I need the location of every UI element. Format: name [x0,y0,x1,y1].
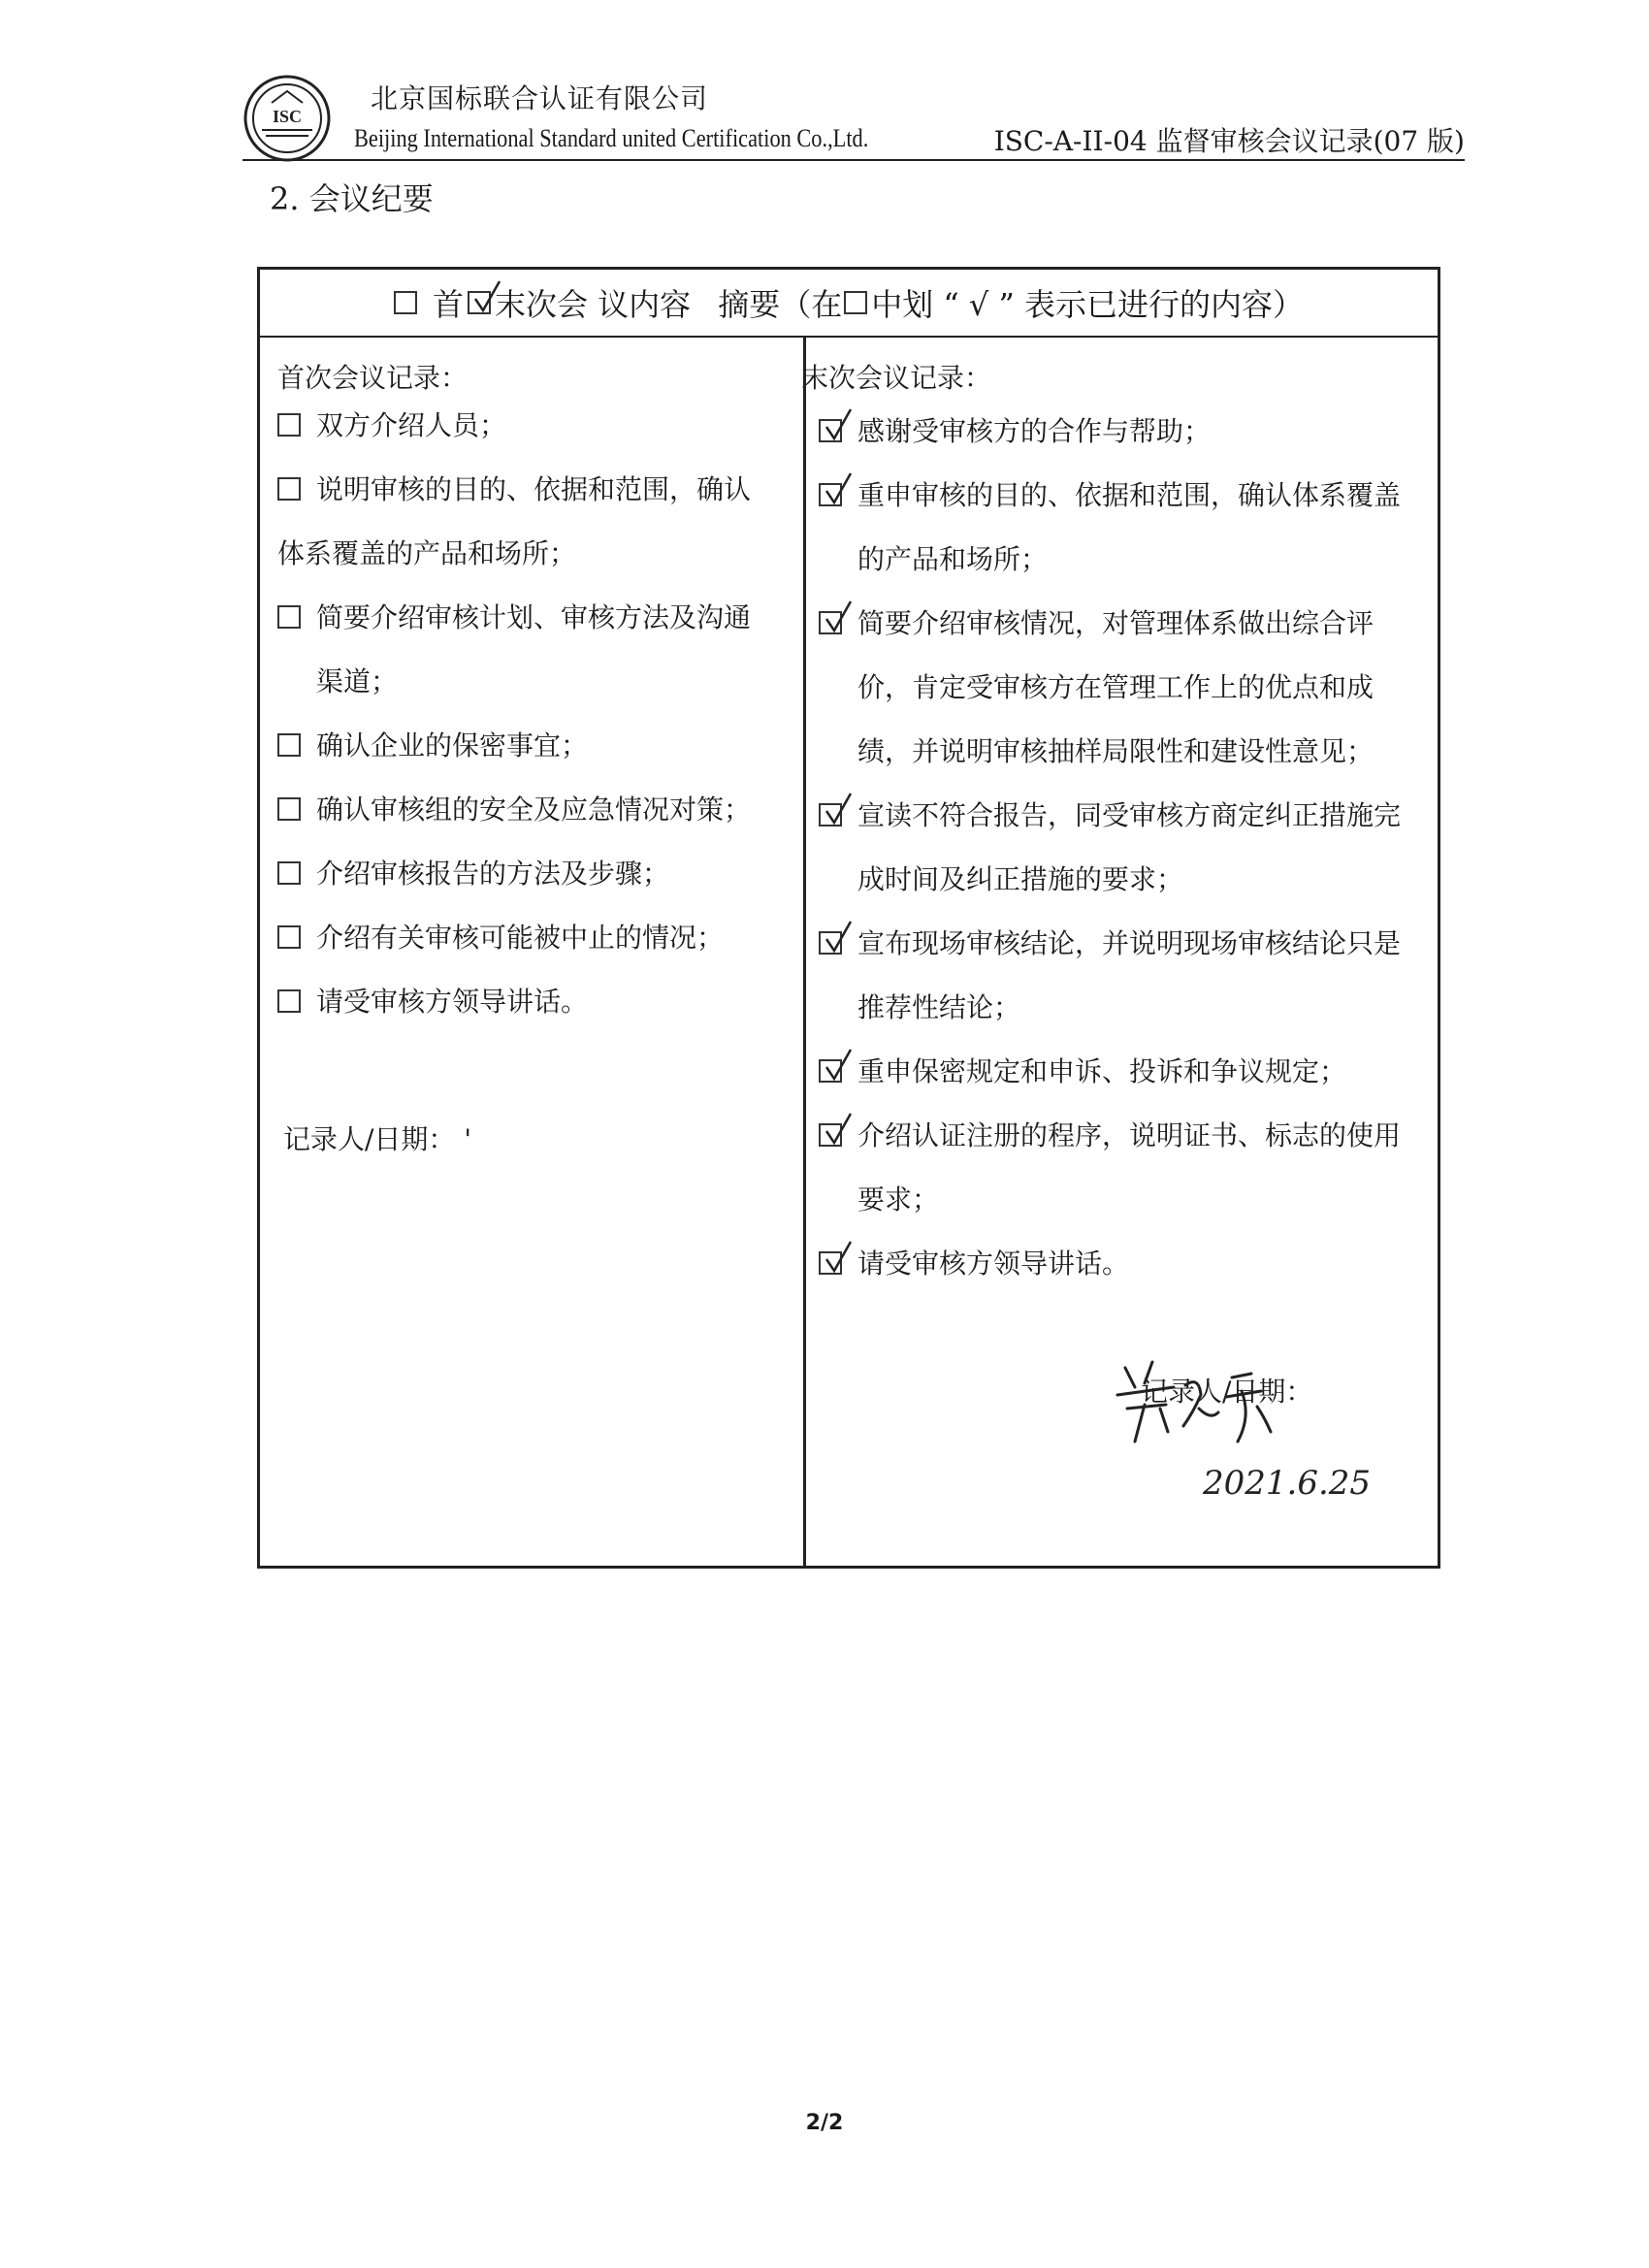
last-item: 重申保密规定和申诉、投诉和争议规定； [819,1040,1346,1104]
first-item: 说明审核的目的、依据和范围，确认 体系覆盖的产品和场所； [277,473,752,569]
first-item: 请受审核方领导讲话。 [277,970,588,1034]
first-item: 介绍审核报告的方法及步骤； [277,842,669,906]
last-item: 宣布现场审核结论，并说明现场审核结论只是 推荐性结论； [819,912,1401,1040]
first-meeting-checkbox[interactable] [394,291,417,314]
header-rule [242,159,1465,161]
item-checkbox[interactable] [277,605,301,629]
header-last-label: 末次会 议内容 [495,286,692,323]
document-header [242,68,1465,165]
signature-date: 2021.6.25 [1203,1464,1372,1503]
isc-logo-icon [242,74,332,163]
logo-text: ISC [272,107,303,126]
item-checkbox-checked[interactable] [819,931,842,955]
check-mark-icon [824,1240,853,1275]
page-number: 2/2 [805,2111,844,2135]
item-checkbox-checked[interactable] [819,1251,842,1275]
item-checkbox[interactable] [277,861,301,885]
header-first-label: 首 [432,286,464,323]
first-meeting-heading: 首次会议记录： [277,362,469,394]
check-mark-icon [824,407,853,442]
item-checkbox-checked[interactable] [819,803,842,826]
check-mark-icon [824,920,853,955]
last-item: 介绍认证注册的程序，说明证书、标志的使用 要求； [819,1104,1401,1232]
check-mark-icon [824,471,853,506]
company-name-en: Beijing International Standard united Certification Co.,Ltd. [354,124,869,152]
item-checkbox[interactable] [277,925,301,949]
company-name-cn: 北京国标联合认证有限公司 [371,82,709,114]
first-item: 介绍有关审核可能被中止的情况； [277,906,724,970]
last-item: 感谢受审核方的合作与帮助； [819,400,1211,464]
last-item: 请受审核方领导讲话。 [819,1232,1129,1296]
item-checkbox-checked[interactable] [819,483,842,506]
item-checkbox-checked[interactable] [819,1059,842,1083]
check-mark-icon [824,1112,853,1147]
last-recorder-label: 记录人/日期： [1141,1376,1313,1408]
document-code: ISC-A-II-04 监督审核会议记录(07 版) [993,125,1465,157]
item-checkbox[interactable] [277,797,301,821]
item-checkbox[interactable] [277,477,301,501]
section-title: 2. 会议纪要 [270,180,434,217]
legend-checkbox [844,291,867,314]
check-mark-icon [824,792,853,826]
header-rest-label: 中划 “ √ ” 表示已进行的内容） [871,286,1305,323]
table-header [260,270,1438,338]
first-recorder-label: 记录人/日期： ' [283,1123,472,1155]
last-meeting-checkbox[interactable] [468,291,491,314]
check-mark-icon [472,279,501,314]
check-mark-icon [824,1048,853,1083]
item-checkbox-checked[interactable] [819,1123,842,1147]
item-checkbox[interactable] [277,413,301,437]
last-item: 宣读不符合报告，同受审核方商定纠正措施完 成时间及纠正措施的要求； [819,784,1401,912]
item-checkbox[interactable] [277,989,301,1013]
item-checkbox-checked[interactable] [819,611,842,634]
item-checkbox-checked[interactable] [819,419,842,442]
first-item: 双方介绍人员； [277,394,506,458]
first-item: 简要介绍审核计划、审核方法及沟通 渠道； [277,586,751,714]
handwritten-signature [1106,1348,1372,1523]
item-checkbox[interactable] [277,733,301,757]
last-item: 重申审核的目的、依据和范围，确认体系覆盖 的产品和场所； [819,464,1401,592]
check-mark-icon [824,599,853,634]
last-item: 简要介绍审核情况，对管理体系做出综合评 价，肯定受审核方在管理工作上的优点和成 绩，并说明审核抽样局限性和建设性意见； [819,592,1374,784]
last-meeting-heading: 末次会议记录： [801,362,992,394]
first-item: 确认企业的保密事宜； [277,714,588,778]
column-divider [803,338,806,1566]
header-summary-label: 摘要（在 [718,286,843,323]
first-item: 确认审核组的安全及应急情况对策； [277,778,751,842]
